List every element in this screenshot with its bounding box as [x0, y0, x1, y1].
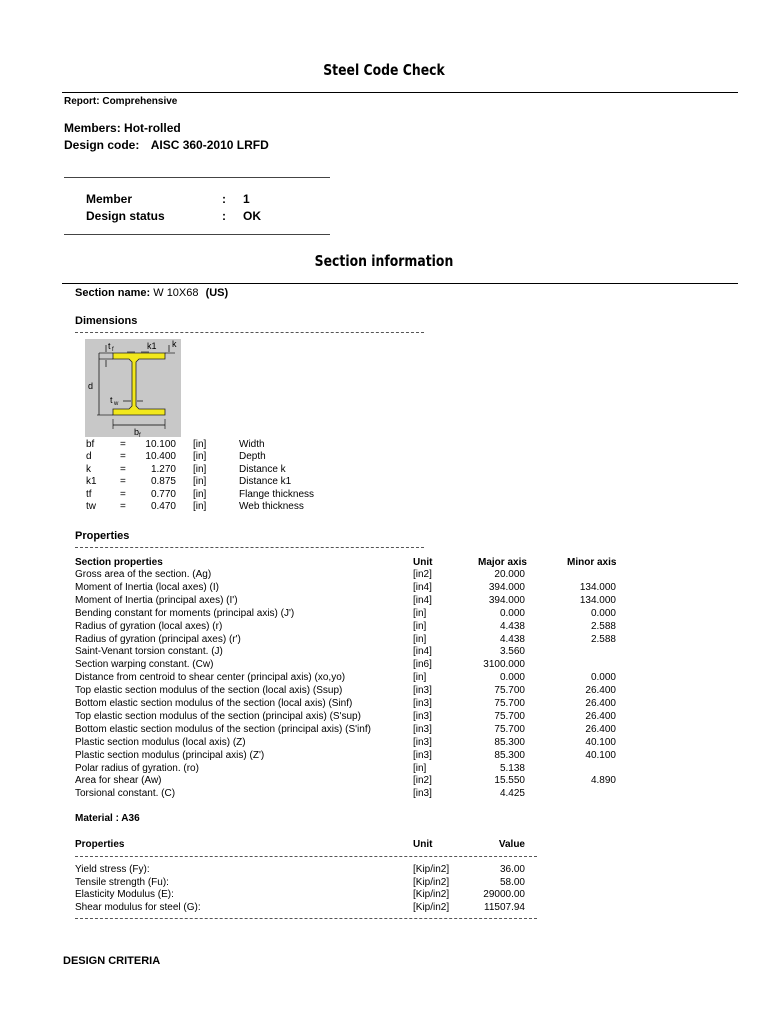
properties-divider — [75, 547, 424, 548]
material-property-name: Shear modulus for steel (G): — [75, 901, 201, 913]
property-minor-value: 2.588 — [590, 620, 616, 632]
property-unit: [in] — [413, 633, 427, 645]
dimension-value: 10.400 — [145, 451, 176, 463]
property-major-value: 3100.000 — [483, 659, 525, 671]
header-major-axis: Major axis — [478, 557, 527, 568]
property-minor-value: 40.100 — [585, 749, 616, 761]
material-header-properties: Properties — [75, 839, 125, 850]
property-name: Radius of gyration (principal axes) (r') — [75, 633, 241, 645]
diagram-label-tf: t — [108, 341, 111, 351]
section-divider — [62, 283, 738, 284]
section-diagram — [85, 339, 181, 437]
report-label: Report: — [64, 96, 100, 107]
dimension-value: 0.770 — [150, 488, 176, 500]
section-title: Section information — [314, 252, 454, 270]
dimensions-divider — [75, 332, 424, 333]
dimension-description: Distance k — [239, 463, 286, 475]
dimension-equals: = — [120, 463, 126, 475]
property-major-value: 0.000 — [499, 672, 525, 684]
property-name: Plastic section modulus (principal axis) (Z') — [75, 749, 265, 761]
property-unit: [in] — [413, 620, 427, 632]
property-unit: [in] — [413, 607, 427, 619]
section-name-value: W 10X68 — [153, 287, 199, 299]
section-name-label: Section name: — [75, 287, 151, 299]
members-line — [64, 121, 181, 135]
dimension-value: 10.100 — [145, 439, 176, 450]
property-major-value: 4.438 — [499, 620, 525, 632]
property-unit: [in2] — [413, 775, 432, 787]
property-major-value: 394.000 — [488, 581, 525, 593]
member-label: Member — [86, 192, 133, 206]
header-minor-axis: Minor axis — [567, 557, 617, 568]
property-major-value: 394.000 — [488, 594, 525, 606]
property-unit: [in3] — [413, 685, 432, 697]
design-code-label: Design code: — [64, 138, 140, 152]
property-unit: [in3] — [413, 698, 432, 709]
property-minor-value: 2.588 — [590, 633, 616, 645]
dimensions-title: Dimensions — [75, 315, 138, 327]
property-major-value: 4.438 — [499, 633, 525, 645]
property-name: Top elastic section modulus of the section (local axis) (Ssup) — [75, 685, 343, 697]
dimension-unit: [in] — [193, 488, 207, 500]
material-property-name: Yield stress (Fy): — [75, 864, 150, 875]
design-status-label: Design status — [86, 209, 165, 223]
material-property-unit: [Kip/in2] — [413, 864, 450, 875]
header-section-properties: Section properties — [75, 557, 163, 568]
diagram-label-tw: t — [110, 395, 113, 405]
report-line — [64, 96, 177, 107]
property-minor-value: 134.000 — [579, 581, 616, 593]
status-separator: : — [222, 209, 226, 223]
page-title: Steel Code Check — [323, 61, 445, 79]
property-name: Distance from centroid to shear center (principal axis) (xo,yo) — [75, 672, 346, 684]
property-major-value: 3.560 — [499, 646, 525, 658]
property-minor-value: 0.000 — [590, 672, 616, 684]
property-major-value: 75.700 — [494, 685, 525, 697]
members-value: Hot-rolled — [124, 121, 181, 135]
property-major-value: 4.425 — [499, 788, 525, 800]
dimension-description: Flange thickness — [239, 488, 315, 500]
diagram-label-k1: k1 — [147, 341, 157, 351]
design-code-value: AISC 360-2010 LRFD — [150, 138, 269, 152]
property-major-value: 75.700 — [494, 710, 525, 722]
members-label: Members: — [64, 121, 121, 135]
material-header-value: Value — [498, 839, 525, 850]
dimension-symbol: d — [86, 451, 92, 463]
dimension-unit: [in] — [193, 463, 207, 475]
dimension-description: Depth — [239, 451, 266, 463]
dimension-unit: [in] — [193, 476, 207, 488]
member-box-top-rule — [64, 177, 330, 178]
property-unit: [in3] — [413, 749, 432, 761]
property-unit: [in4] — [413, 646, 432, 658]
property-major-value: 20.000 — [494, 569, 525, 580]
header-unit: Unit — [413, 557, 433, 568]
material-property-name: Elasticity Modulus (E): — [75, 889, 174, 901]
property-name: Polar radius of gyration. (ro) — [75, 762, 199, 774]
property-unit: [in4] — [413, 581, 432, 593]
diagram-label-k: k — [172, 339, 177, 349]
dimension-symbol: k1 — [86, 476, 97, 488]
property-name: Moment of Inertia (local axes) (I) — [75, 581, 219, 593]
dimension-equals: = — [120, 451, 126, 463]
property-name: Plastic section modulus (local axis) (Z) — [75, 736, 246, 748]
property-unit: [in3] — [413, 710, 432, 722]
dimension-unit: [in] — [193, 501, 207, 512]
property-name: Gross area of the section. (Ag) — [75, 569, 212, 580]
section-name-units: (US) — [205, 287, 229, 299]
dimension-unit: [in] — [193, 439, 207, 450]
property-major-value: 85.300 — [494, 736, 525, 748]
property-minor-value: 26.400 — [585, 698, 616, 709]
material-property-value: 58.00 — [499, 876, 525, 888]
dimension-description: Web thickness — [239, 501, 304, 512]
material-property-unit: [Kip/in2] — [413, 876, 450, 888]
property-unit: [in] — [413, 762, 427, 774]
material-property-unit: [Kip/in2] — [413, 901, 450, 913]
property-name: Top elastic section modulus of the section (principal axis) (S'sup) — [75, 710, 361, 722]
property-unit: [in3] — [413, 723, 432, 735]
design-code-line — [64, 138, 269, 152]
section-name-line — [75, 287, 228, 299]
dimension-unit: [in] — [193, 451, 207, 463]
material-property-unit: [Kip/in2] — [413, 889, 450, 901]
dimension-symbol: k — [86, 463, 91, 475]
property-name: Bottom elastic section modulus of the section (local axis) (Sinf) — [75, 698, 353, 709]
property-major-value: 15.550 — [494, 775, 525, 787]
material-divider-top — [75, 856, 537, 857]
dimension-symbol: bf — [86, 439, 95, 450]
member-value: 1 — [243, 192, 250, 206]
material-divider-bottom — [75, 918, 537, 919]
dimension-value: 1.270 — [150, 463, 176, 475]
diagram-label-d: d — [88, 381, 94, 391]
dimension-value: 0.875 — [150, 476, 176, 488]
properties-title: Properties — [75, 530, 130, 542]
design-criteria-title: DESIGN CRITERIA — [63, 955, 161, 967]
design-status-value: OK — [243, 209, 261, 223]
diagram-label-bf-sub: f — [139, 433, 141, 437]
material-property-value: 29000.00 — [483, 889, 525, 901]
dimension-symbol: tf — [86, 488, 92, 500]
property-name: Bottom elastic section modulus of the section (principal axis) (S'inf) — [75, 723, 371, 735]
property-minor-value: 0.000 — [590, 607, 616, 619]
property-name: Bending constant for moments (principal axis) (J') — [75, 607, 295, 619]
i-beam-drawing — [85, 339, 181, 437]
property-major-value: 0.000 — [499, 607, 525, 619]
property-unit: [in2] — [413, 569, 432, 580]
property-major-value: 5.138 — [499, 762, 525, 774]
title-divider — [62, 92, 738, 93]
diagram-label-tw-sub: w — [114, 401, 119, 407]
property-major-value: 75.700 — [494, 698, 525, 709]
member-separator: : — [222, 192, 226, 206]
property-minor-value: 134.000 — [579, 594, 616, 606]
report-value: Comprehensive — [102, 96, 178, 107]
property-minor-value: 26.400 — [585, 710, 616, 722]
dimension-equals: = — [120, 439, 126, 450]
member-box-bottom-rule — [64, 234, 330, 235]
property-name: Moment of Inertia (principal axes) (I') — [75, 594, 238, 606]
property-unit: [in3] — [413, 788, 432, 800]
property-name: Saint-Venant torsion constant. (J) — [75, 646, 223, 658]
property-major-value: 85.300 — [494, 749, 525, 761]
dimension-equals: = — [120, 501, 126, 512]
property-unit: [in] — [413, 672, 427, 684]
dimension-symbol: tw — [86, 501, 96, 512]
dimension-value: 0.470 — [150, 501, 176, 512]
property-name: Section warping constant. (Cw) — [75, 659, 214, 671]
diagram-label-tf-sub: f — [112, 347, 114, 353]
property-minor-value: 4.890 — [590, 775, 616, 787]
property-major-value: 75.700 — [494, 723, 525, 735]
property-minor-value: 40.100 — [585, 736, 616, 748]
diagram-label-bf: b — [134, 427, 140, 437]
material-title: Material : A36 — [75, 813, 140, 824]
property-name: Radius of gyration (local axes) (r) — [75, 620, 223, 632]
material-header-unit: Unit — [413, 839, 433, 850]
property-name: Area for shear (Aw) — [75, 775, 162, 787]
property-minor-value: 26.400 — [585, 723, 616, 735]
dimension-equals: = — [120, 476, 126, 488]
property-unit: [in4] — [413, 594, 432, 606]
property-unit: [in6] — [413, 659, 432, 671]
material-property-name: Tensile strength (Fu): — [75, 876, 169, 888]
dimension-equals: = — [120, 488, 126, 500]
i-beam-shape — [113, 353, 165, 415]
dimension-description: Distance k1 — [239, 476, 292, 488]
property-unit: [in3] — [413, 736, 432, 748]
dimension-description: Width — [239, 439, 265, 450]
material-property-value: 36.00 — [499, 864, 525, 875]
material-property-value: 11507.94 — [484, 901, 525, 913]
property-name: Torsional constant. (C) — [75, 788, 176, 800]
property-minor-value: 26.400 — [585, 685, 616, 697]
